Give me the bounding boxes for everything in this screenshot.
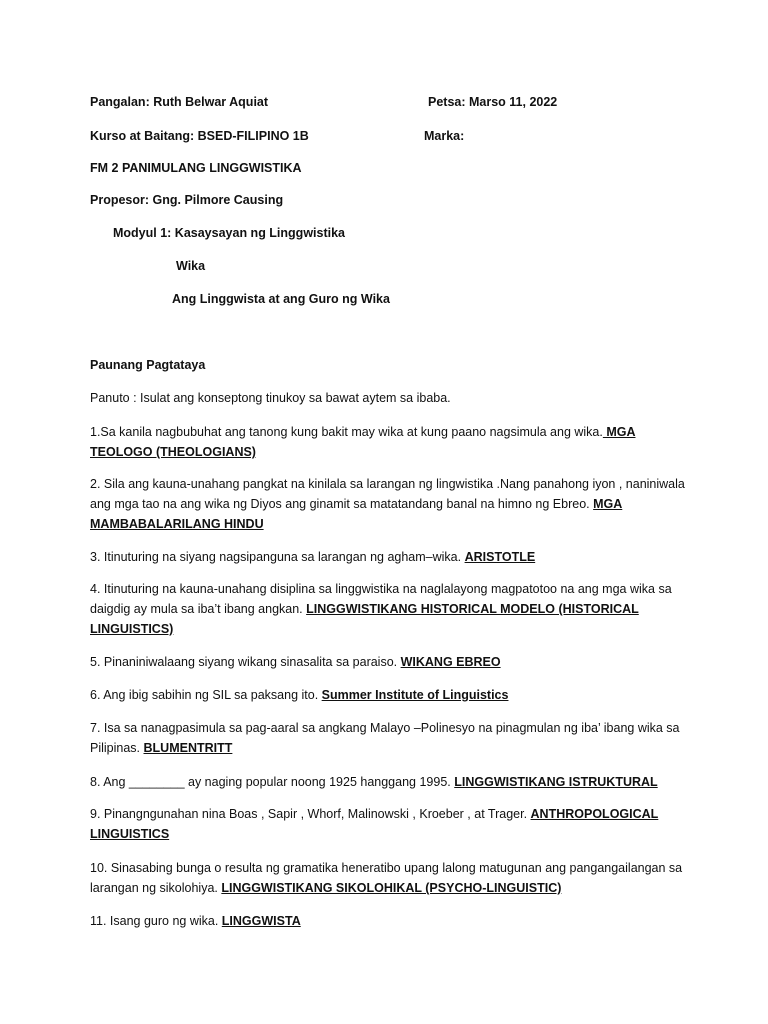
list-item <box>90 652 690 672</box>
answer-text: Summer Institute of Linguistics <box>321 688 509 702</box>
question-text: 6. Ang ibig sabihin ng SIL sa paksang ito. <box>90 688 322 702</box>
question-text: 3. Itinuturing na siyang nagsipanguna sa larangan ng agham–wika. <box>90 550 465 564</box>
answer-text: WIKANG EBREO <box>400 655 501 669</box>
question-text: 5. Pinaniniwalaang siyang wikang sinasalita sa paraiso. <box>90 655 401 669</box>
list-item <box>90 547 690 567</box>
question-text: 11. Isang guro ng wika. <box>90 914 222 928</box>
topic-wika: Wika <box>176 259 206 273</box>
list-item <box>90 685 690 705</box>
answer-text: ARISTOTLE <box>464 550 536 564</box>
answer-text: BLUMENTRITT <box>143 741 233 755</box>
student-name: Pangalan: Ruth Belwar Aquiat <box>90 95 269 109</box>
date: Petsa: Marso 11, 2022 <box>428 95 558 109</box>
question-text: 4. Itinuturing na kauna-unahang disiplina sa linggwistika na naglalayong magpatotoo na ang mga wika sa daigdig ay mula sa iba’t ibang angkan. <box>90 582 672 616</box>
list-item <box>90 422 690 462</box>
professor: Propesor: Gng. Pilmore Causing <box>90 193 284 207</box>
list-item <box>90 858 690 898</box>
question-text: 10. Sinasabing bunga o resulta ng gramatika heneratibo upang lalong matugunan ang pangangailangan sa larangan ng sikolohiya. <box>90 861 683 895</box>
answer-text: ANTHROPOLOGICAL LINGUISTICS <box>90 807 659 841</box>
question-text: 8. Ang ________ ay naging popular noong 1925 hanggang 1995. <box>90 775 455 789</box>
question-text: 2. Sila ang kauna-unahang pangkat na kinilala sa larangan ng lingwistika .Nang panahong iyon , naniniwala ang mga tao na ang wika ng Diyos ang ginamit sa matatandang banal na himno ng Ebreo. <box>90 477 685 511</box>
list-item <box>90 579 690 639</box>
answer-text: LINGGWISTIKANG SIKOLOHIKAL (PSYCHO-LINGUISTIC) <box>221 881 562 895</box>
list-item <box>90 718 690 758</box>
module-title: Modyul 1: Kasaysayan ng Linggwistika <box>113 226 346 240</box>
list-item <box>90 804 690 844</box>
list-item <box>90 911 690 931</box>
list-item <box>90 772 690 792</box>
answer-text: LINGGWISTA <box>221 914 301 928</box>
answer-text: MGA MAMBABALARILANG HINDU <box>90 497 623 531</box>
topic-linggwista: Ang Linggwista at ang Guro ng Wika <box>172 292 390 306</box>
question-text: 1.Sa kanila nagbubuhat ang tanong kung bakit may wika at kung paano nagsimula ang wika. <box>90 425 603 439</box>
answer-text: LINGGWISTIKANG HISTORICAL MODELO (HISTORICAL LINGUISTICS) <box>90 602 639 636</box>
question-text: 7. Isa sa nanagpasimula sa pag-aaral sa angkang Malayo –Polinesyo na pinagmulan ng iba’ ibang wika sa Pilipinas. <box>90 721 680 755</box>
list-item <box>90 474 690 534</box>
subject-title: FM 2 PANIMULANG LINGGWISTIKA <box>90 161 302 175</box>
question-text: 9. Pinangngunahan nina Boas , Sapir , Whorf, Malinowski , Kroeber , at Trager. <box>90 807 531 821</box>
section-title: Paunang Pagtataya <box>90 358 206 372</box>
course-year: Kurso at Baitang: BSED-FILIPINO 1B <box>90 129 309 143</box>
answer-text: MGA TEOLOGO (THEOLOGIANS) <box>90 425 636 459</box>
grade-label: Marka: <box>424 129 465 143</box>
instructions: Panuto : Isulat ang konseptong tinukoy sa bawat aytem sa ibaba. <box>90 391 451 405</box>
answer-text: LINGGWISTIKANG ISTRUKTURAL <box>454 775 658 789</box>
